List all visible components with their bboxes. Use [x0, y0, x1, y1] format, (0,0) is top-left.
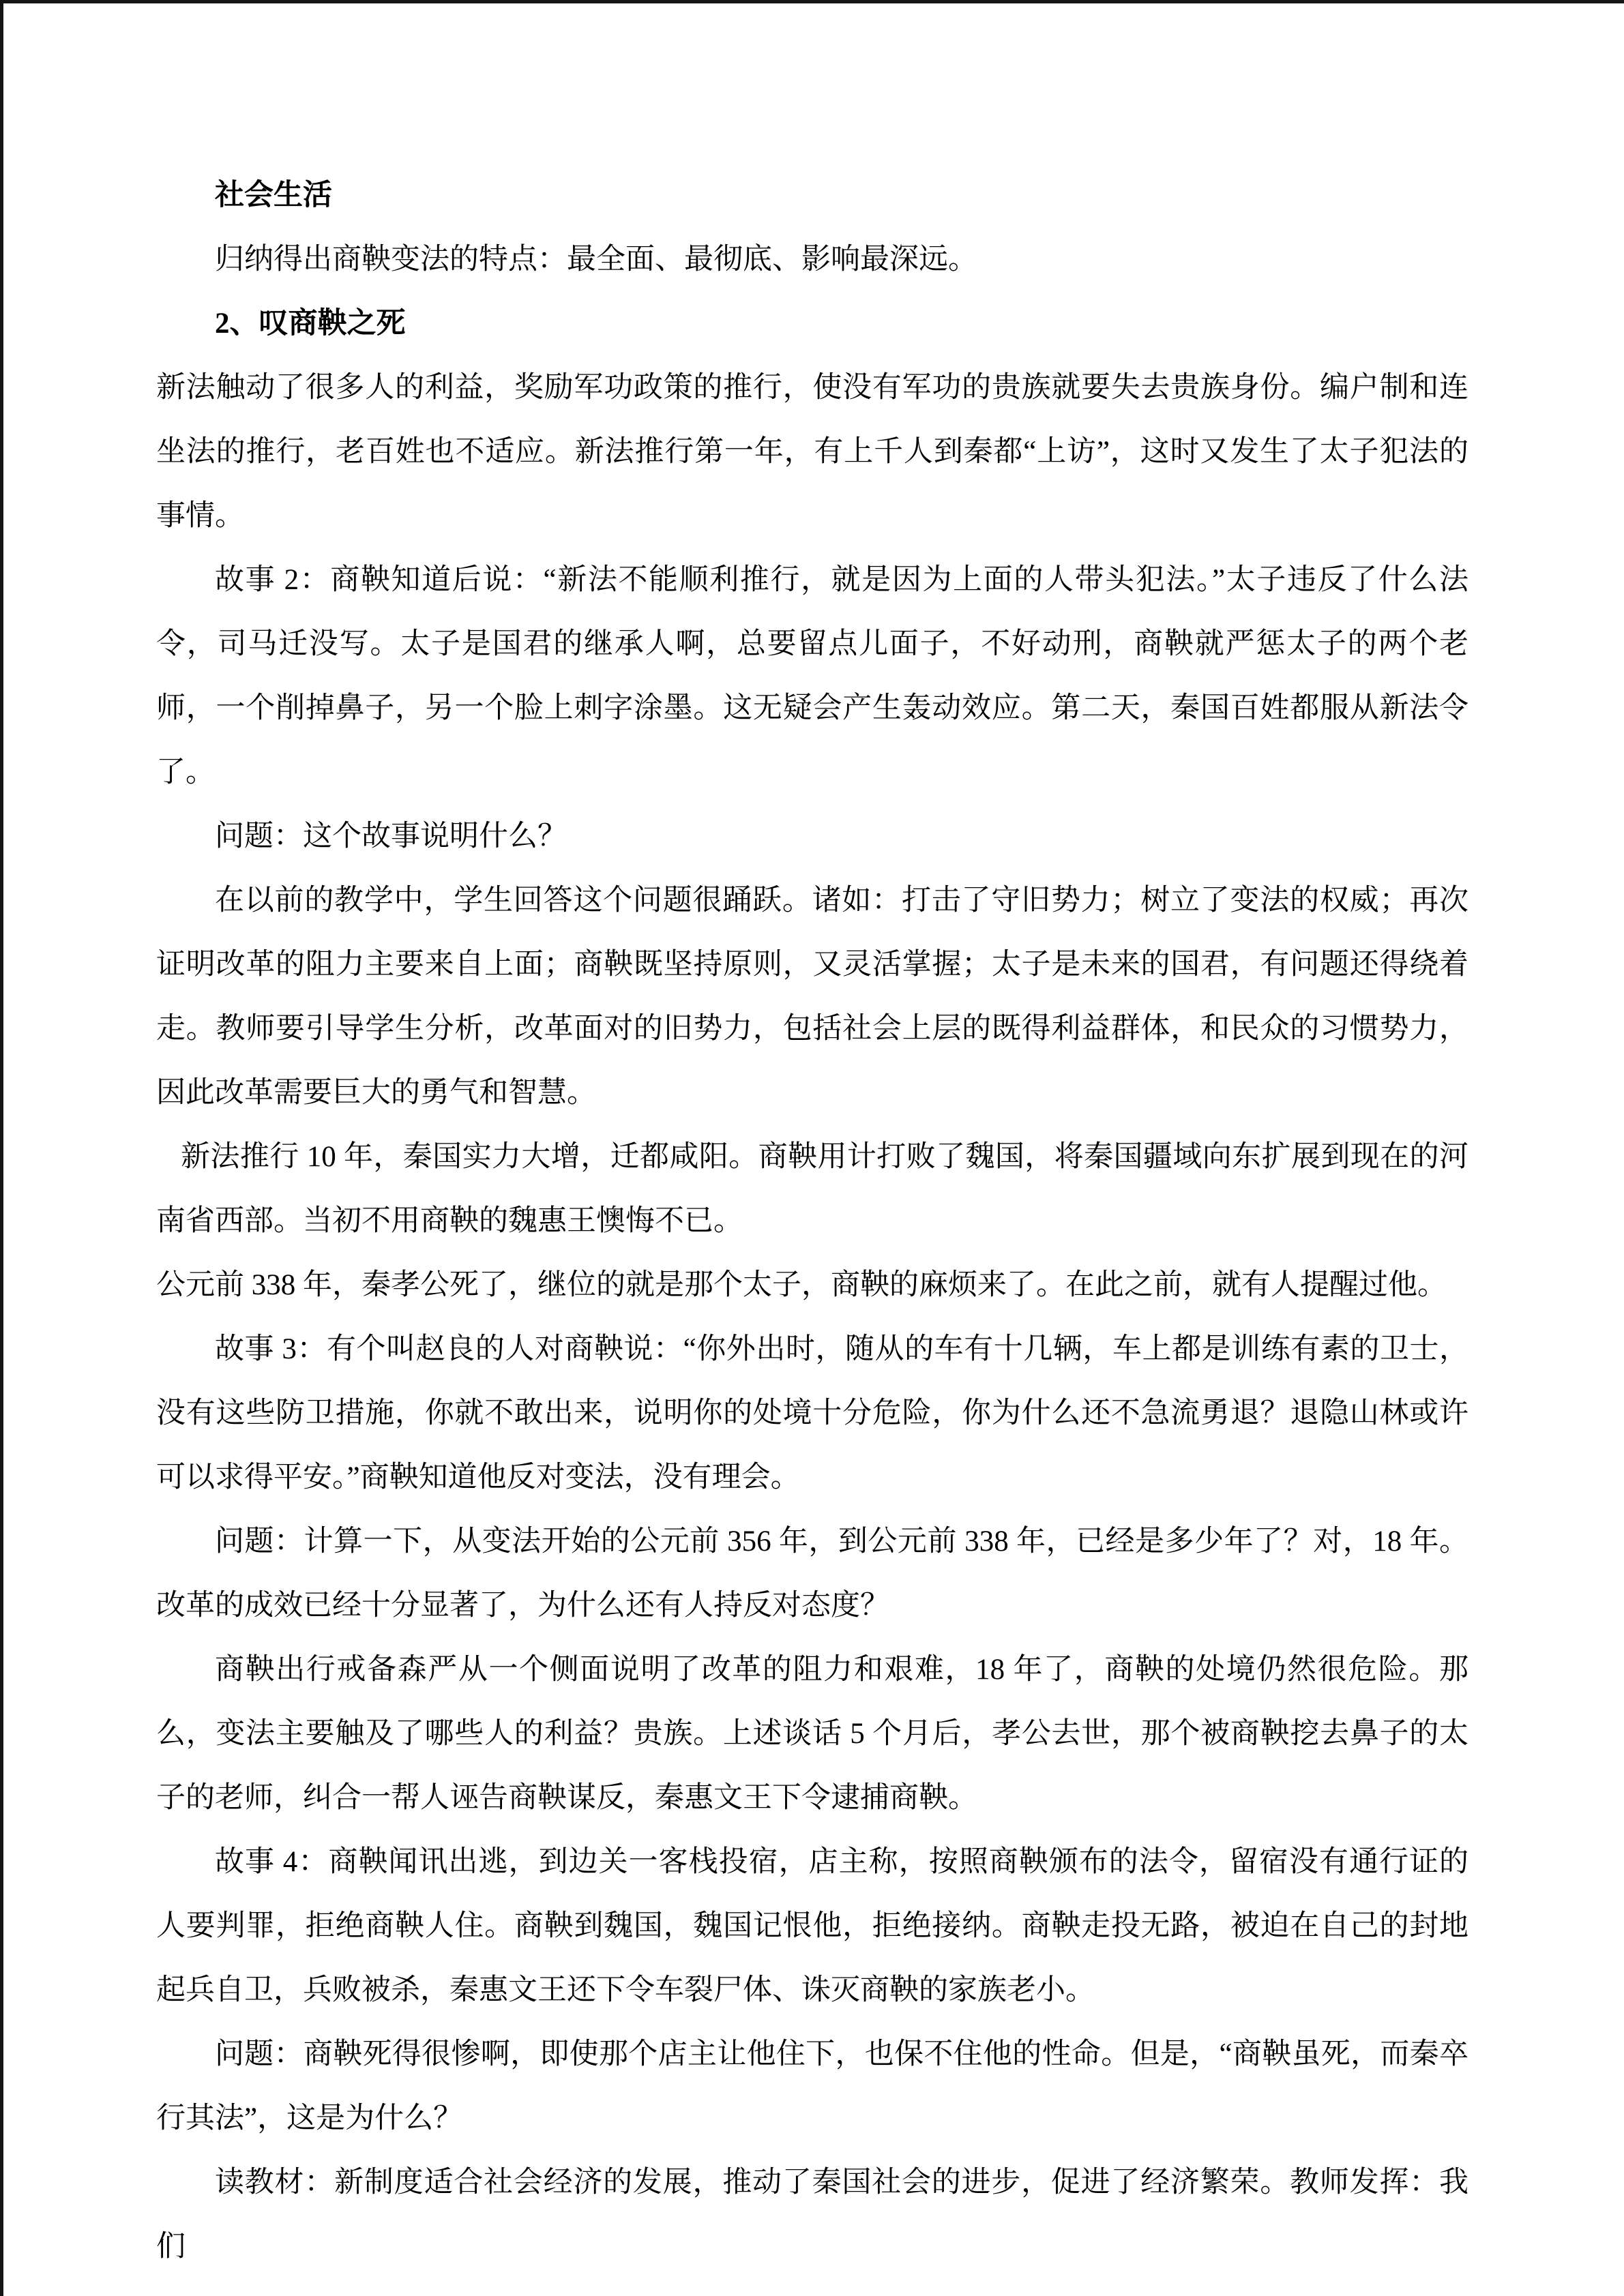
paragraph-reform-resistance-analysis: 商鞅出行戒备森严从一个侧面说明了改革的阻力和艰难，18 年了，商鞅的处境仍然很危险。那么，变法主要触及了哪些人的利益？贵族。上述谈话 5 个月后，孝公去世，那个被商鞅挖去鼻子的太子的老师，纠合一帮人诬告商鞅谋反，秦惠文王下令逮捕商鞅。: [156, 1654, 1468, 1814]
paragraph-question-years-calculation: 问题：计算一下，从变法开始的公元前 356 年，到公元前 338 年，已经是多少年了？对，18 年。改革的成效已经十分显著了，为什么还有人持反对态度？: [156, 1525, 1468, 1622]
paragraph-duke-xiao-death: 公元前 338 年，秦孝公死了，继位的就是那个太子，商鞅的麻烦来了。在此之前，就有人提醒过他。: [156, 1269, 1447, 1301]
section-heading-death-of-shang-yang: 2、叹商鞅之死: [215, 308, 406, 340]
paragraph-ten-years-reform: 新法推行 10 年，秦国实力大增，迁都咸阳。商鞅用计打败了魏国，将秦国疆域向东扩展到现在的河南省西部。当初不用商鞅的魏惠王懊悔不已。: [156, 1141, 1468, 1237]
paragraph-story-3: 故事 3：有个叫赵良的人对商鞅说：“你外出时，随从的车有十几辆，车上都是训练有素的卫士，没有这些防卫措施，你就不敢出来，说明你的处境十分危险，你为什么还不急流勇退？退隐山林或许可以求得平安。”商鞅知道他反对变法，没有理会。: [156, 1333, 1468, 1493]
paragraph-new-law-impact: 新法触动了很多人的利益，奖励军功政策的推行，使没有军功的贵族就要失去贵族身份。编户制和连坐法的推行，老百姓也不适应。新法推行第一年，有上千人到秦都“上访”，这时又发生了太子犯法的事情。: [156, 372, 1468, 532]
section-heading-social-life: 社会生活: [215, 179, 332, 211]
paragraph-story-4: 故事 4：商鞅闻讯出逃，到边关一客栈投宿，店主称，按照商鞅颁布的法令，留宿没有通行证的人要判罪，拒绝商鞅人住。商鞅到魏国，魏国记恨他，拒绝接纳。商鞅走投无路，被迫在自己的封地起兵自卫，兵败被杀，秦惠文王还下令车裂尸体、诛灭商鞅的家族老小。: [156, 1846, 1468, 2006]
paragraph-read-textbook: 读教材：新制度适合社会经济的发展，推动了秦国社会的进步，促进了经济繁荣。教师发挥：我们: [156, 2166, 1468, 2263]
paragraph-teaching-discussion: 在以前的教学中，学生回答这个问题很踊跃。诸如：打击了守旧势力；树立了变法的权威；再次证明改革的阻力主要来自上面；商鞅既坚持原则，又灵活掌握；太子是未来的国君，有问题还得绕着走。教师要引导学生分析，改革面对的旧势力，包括社会上层的既得利益群体，和民众的习惯势力，因此改革需要巨大的勇气和智慧。: [156, 884, 1468, 1109]
paragraph-question-story-2: 问题：这个故事说明什么？: [215, 820, 567, 852]
paragraph-summary-features: 归纳得出商鞅变法的特点：最全面、最彻底、影响最深远。: [215, 243, 977, 275]
paragraph-story-2: 故事 2：商鞅知道后说：“新法不能顺利推行，就是因为上面的人带头犯法。”太子违反了什么法令，司马迁没写。太子是国君的继承人啊，总要留点儿面子，不好动刑，商鞅就严惩太子的两个老师，一个削掉鼻子，另一个脸上刺字涂墨。这无疑会产生轰动效应。第二天，秦国百姓都服从新法令了。: [156, 564, 1468, 788]
paragraph-question-why-law-survived: 问题：商鞅死得很惨啊，即使那个店主让他住下，也保不住他的性命。但是，“商鞅虽死，而秦卒行其法”，这是为什么？: [156, 2038, 1468, 2134]
